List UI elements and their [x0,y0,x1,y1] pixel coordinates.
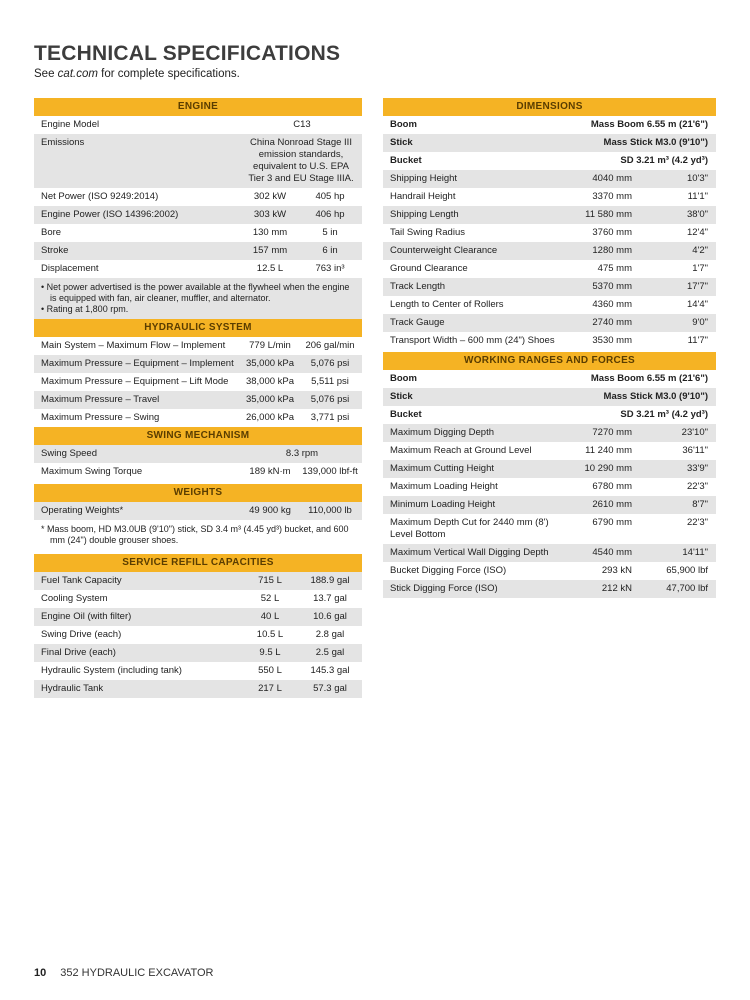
row-metric: 9.5 L [259,647,281,658]
row-imperial: 10'3" [686,173,708,184]
page-title: TECHNICAL SPECIFICATIONS [34,42,341,65]
row-metric: 7270 mm [592,427,632,438]
table-row [383,460,716,478]
table-row [34,260,362,278]
row-imperial: 5,076 psi [310,394,350,405]
row-metric: 26,000 kPa [245,412,295,423]
row-metric: 12.5 L [256,263,284,274]
row-imperial: 22'3" [686,517,708,528]
row-label: Fuel Tank Capacity [41,575,122,586]
row-label: Boom [390,119,417,130]
table-row [34,337,362,355]
table-row [34,242,362,260]
swing-speed-row [34,445,362,463]
row-value: China Nonroad Stage III emission standards, equivalent to U.S. EPA Tier 3 and EU Stage IIIA. [248,137,354,184]
table-row [383,514,716,544]
row-imperial: 145.3 gal [310,665,350,676]
row-imperial: 4'2" [692,245,708,256]
row-imperial: 12'4" [686,227,708,238]
row-label: Stroke [41,245,69,256]
row-label: Hydraulic System (including tank) [41,665,182,676]
row-imperial: 6 in [322,245,338,256]
table-row [34,608,362,626]
engine-note: • Rating at 1,800 rpm. [41,304,129,314]
row-metric: 302 kW [253,191,287,202]
engine-emissions-row [34,134,362,188]
table-row [34,590,362,608]
table-row [34,572,362,590]
config-row [383,152,716,170]
row-label: Maximum Pressure – Travel [41,394,160,405]
row-label: Length to Center of Rollers [390,299,504,310]
row-label: Main System – Maximum Flow – Implement [41,340,226,351]
table-row [34,224,362,242]
table-row [34,188,362,206]
table-row [383,314,716,332]
weights-note [34,520,362,550]
table-row [34,662,362,680]
row-imperial: 14'4" [686,299,708,310]
row-label: Maximum Reach at Ground Level [390,445,532,456]
left-column [34,98,362,698]
row-label: Maximum Swing Torque [41,466,143,477]
row-label: Maximum Digging Depth [390,427,495,438]
row-label: Stick [390,137,413,148]
row-metric: 4040 mm [592,173,632,184]
row-metric: 10 290 mm [584,463,632,474]
row-value: SD 3.21 m³ (4.2 yd³) [620,155,708,166]
row-label: Bucket [390,409,422,420]
row-label: Engine Oil (with filter) [41,611,132,622]
row-metric: 49 900 kg [249,505,291,516]
row-metric: 6790 mm [592,517,632,528]
row-metric: 189 kN·m [249,466,291,477]
row-metric: 5370 mm [592,281,632,292]
table-row [34,373,362,391]
row-imperial: 5,076 psi [310,358,350,369]
row-metric: 3760 mm [592,227,632,238]
row-label: Displacement [41,263,99,274]
engine-heading: ENGINE [34,98,362,116]
table-row [34,391,362,409]
row-label: Bore [41,227,62,238]
row-value: 8.3 rpm [285,448,319,459]
row-metric: 303 kW [253,209,287,220]
table-row [383,296,716,314]
row-imperial: 17'7" [686,281,708,292]
table-row [383,332,716,350]
row-label: Maximum Loading Height [390,481,498,492]
row-metric: 550 L [258,665,282,676]
cat-com-link[interactable]: cat.com [57,68,98,80]
row-imperial: 11'7" [687,335,708,346]
row-label: Maximum Vertical Wall Digging Depth [390,547,549,558]
row-imperial: 763 in³ [315,263,345,274]
row-metric: 3530 mm [592,335,632,346]
row-label: Maximum Pressure – Equipment – Implement [41,358,234,369]
row-metric: 2740 mm [592,317,632,328]
table-row [34,644,362,662]
engine-model-row [34,116,362,134]
table-row [383,442,716,460]
row-value: SD 3.21 m³ (4.2 yd³) [620,409,708,420]
row-label: Track Gauge [390,317,445,328]
weights-heading: WEIGHTS [34,484,362,502]
row-label: Bucket Digging Force (ISO) [390,565,507,576]
row-imperial: 5,511 psi [311,376,349,387]
row-imperial: 22'3" [686,481,708,492]
engine-note: • Net power advertised is the power available at the flywheel when the engine is equipped with fan, air cleaner, muffler, and alternator. [41,282,350,303]
row-label: Maximum Pressure – Swing [41,412,160,423]
row-metric: 2610 mm [592,499,632,510]
row-imperial: 57.3 gal [313,683,347,694]
row-metric: 4540 mm [592,547,632,558]
row-value: Mass Boom 6.55 m (21'6") [590,373,708,384]
row-imperial: 5 in [322,227,338,238]
table-row [34,355,362,373]
engine-notes [34,278,362,319]
row-metric: 38,000 kPa [245,376,295,387]
hydraulic-heading: HYDRAULIC SYSTEM [34,319,362,337]
config-row [383,388,716,406]
row-label: Maximum Pressure – Equipment – Lift Mode [41,376,229,387]
row-label: Track Length [390,281,446,292]
row-label: Ground Clearance [390,263,468,274]
row-imperial: 188.9 gal [310,575,350,586]
row-label: Maximum Cutting Height [390,463,495,474]
row-metric: 715 L [258,575,282,586]
swing-heading: SWING MECHANISM [34,427,362,445]
row-metric: 11 240 mm [585,445,632,456]
table-row [383,206,716,224]
row-metric: 35,000 kPa [245,358,295,369]
config-row [383,116,716,134]
row-metric: 212 kN [601,583,632,594]
row-imperial: 2.5 gal [315,647,345,658]
table-row [383,544,716,562]
row-imperial: 10.6 gal [313,611,347,622]
table-row [383,478,716,496]
table-row [383,242,716,260]
row-label: Final Drive (each) [41,647,116,658]
row-metric: 52 L [260,593,280,604]
table-row [383,224,716,242]
row-value: Mass Boom 6.55 m (21'6") [590,119,708,130]
row-imperial: 47,700 lbf [666,583,708,594]
row-label: Bucket [390,155,422,166]
table-row [383,496,716,514]
row-imperial: 206 gal/min [305,340,355,351]
table-row [34,409,362,427]
refill-heading: SERVICE REFILL CAPACITIES [34,554,362,572]
dimensions-heading: DIMENSIONS [383,98,716,116]
subtitle-suffix: for complete specifications. [97,68,240,80]
row-metric: 40 L [260,611,280,622]
row-imperial: 65,900 lbf [666,565,708,576]
row-value: Mass Stick M3.0 (9'10") [603,137,708,148]
row-label: Boom [390,373,417,384]
table-row [383,562,716,580]
row-imperial: 14'11" [682,547,708,558]
row-label: Minimum Loading Height [390,499,496,510]
row-imperial: 3,771 psi [310,412,350,423]
row-imperial: 406 hp [315,209,345,220]
working-heading: WORKING RANGES AND FORCES [383,352,716,370]
row-label: Shipping Length [390,209,459,220]
row-metric: 217 L [258,683,282,694]
row-imperial: 2.8 gal [315,629,345,640]
row-label: Transport Width – 600 mm (24") Shoes [390,335,555,346]
row-imperial: 8'7" [692,499,708,510]
row-imperial: 13.7 gal [313,593,347,604]
row-label: Handrail Height [390,191,456,202]
row-metric: 4360 mm [592,299,632,310]
row-imperial: 23'10" [681,427,708,438]
row-label: Tail Swing Radius [390,227,465,238]
page-number: 10 [34,967,47,979]
config-row [383,134,716,152]
row-metric: 11 580 mm [585,209,632,220]
row-label: Hydraulic Tank [41,683,104,694]
table-row [383,188,716,206]
row-imperial: 33'9" [686,463,708,474]
table-row [383,424,716,442]
page-subtitle [34,68,240,80]
row-label: Operating Weights* [41,505,124,516]
right-column [383,98,716,598]
row-label: Engine Power (ISO 14396:2002) [41,209,179,220]
page-footer [34,967,213,979]
table-row [383,260,716,278]
row-imperial: 9'0" [692,317,708,328]
row-imperial: 36'11" [682,445,708,456]
subtitle-prefix: See [34,68,58,80]
row-label: Emissions [41,137,85,148]
config-row [383,406,716,424]
row-metric: 779 L/min [249,340,291,351]
row-metric: 35,000 kPa [245,394,295,405]
row-imperial: 11'1" [687,191,708,202]
row-metric: 475 mm [597,263,632,274]
row-value: C13 [293,119,311,130]
footer-title: 352 HYDRAULIC EXCAVATOR [60,967,214,979]
config-row [383,370,716,388]
row-label: Net Power (ISO 9249:2014) [41,191,159,202]
row-label: Swing Drive (each) [41,629,122,640]
row-label: Shipping Height [390,173,458,184]
row-imperial: 139,000 lbf-ft [302,466,358,477]
row-metric: 6780 mm [592,481,632,492]
table-row [383,580,716,598]
row-label: Engine Model [41,119,100,130]
row-label: Maximum Depth Cut for 2440 mm (8') Level Bottom [390,517,549,540]
row-label: Stick Digging Force (ISO) [390,583,498,594]
row-value: Mass Stick M3.0 (9'10") [603,391,708,402]
table-row [34,626,362,644]
table-row [383,170,716,188]
row-label: Swing Speed [41,448,97,459]
row-imperial: 1'7" [692,263,708,274]
table-row [34,206,362,224]
row-metric: 293 kN [601,565,632,576]
swing-torque-row [34,463,362,481]
row-label: Cooling System [41,593,108,604]
table-row [34,680,362,698]
table-row [383,278,716,296]
operating-weight-row [34,502,362,520]
row-metric: 10.5 L [256,629,284,640]
row-imperial: 38'0" [686,209,708,220]
row-metric: 157 mm [252,245,288,256]
weights-footnote: * Mass boom, HD M3.0UB (9'10") stick, SD 3.4 m³ (4.45 yd³) bucket, and 600 mm (24") double grouser shoes. [41,524,349,545]
row-label: Counterweight Clearance [390,245,498,256]
row-metric: 3370 mm [592,191,632,202]
row-metric: 1280 mm [592,245,632,256]
row-imperial: 405 hp [315,191,345,202]
row-label: Stick [390,391,413,402]
row-imperial: 110,000 lb [308,505,352,516]
row-metric: 130 mm [252,227,288,238]
